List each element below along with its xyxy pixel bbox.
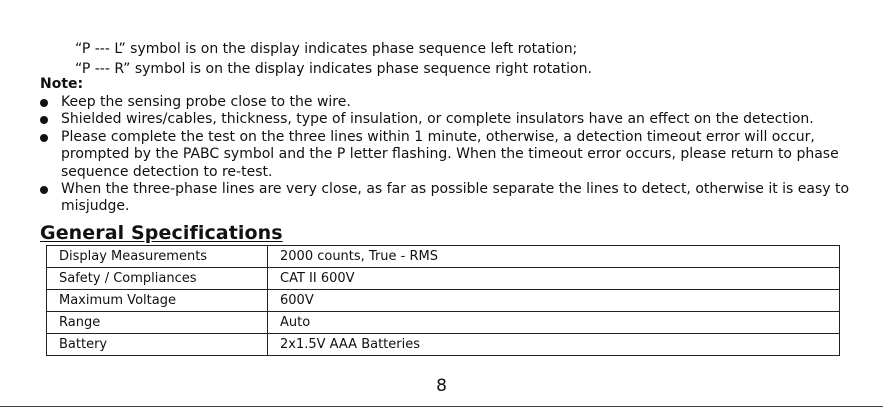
list-item [40, 94, 860, 111]
spec-value: 2x1.5V AAA Batteries [268, 334, 840, 356]
spec-label: Safety / Compliances [47, 268, 268, 290]
bullet-icon [40, 186, 48, 194]
bullet-icon [40, 134, 48, 142]
spec-label: Display Measurements [47, 246, 268, 268]
note-text: Please complete the test on the three lines within 1 minute, otherwise, a detection timeout error will occur, prompted by the PABC symbol and the P letter flashing. When the timeout error occurs, please return to phase sequence detection to re-test. [61, 128, 839, 180]
spec-label: Range [47, 312, 268, 334]
page-divider [0, 406, 883, 407]
spec-value: CAT II 600V [268, 268, 840, 290]
table-row [47, 334, 840, 356]
bullet-icon [40, 99, 48, 107]
spec-label: Maximum Voltage [47, 290, 268, 312]
note-list [40, 94, 860, 216]
specifications-table [46, 245, 840, 356]
note-text: Shielded wires/cables, thickness, type of insulation, or complete insulators have an effect on the detection. [61, 111, 814, 128]
note-text: When the three-phase lines are very close, as far as possible separate the lines to detect, otherwise it is easy to misjudge. [61, 181, 850, 215]
table-row [47, 312, 840, 334]
list-item [40, 129, 860, 181]
table-row [47, 268, 840, 290]
list-item [40, 111, 860, 128]
spec-value: 2000 counts, True - RMS [268, 246, 840, 268]
table-row [47, 290, 840, 312]
bullet-icon [40, 116, 48, 124]
spec-label: Battery [47, 334, 268, 356]
note-heading: Note: [40, 76, 84, 92]
section-title: General Specifications [40, 222, 283, 244]
table-row [47, 246, 840, 268]
phase-indicator-text [75, 39, 592, 79]
left-rotation-line: “P --- L” symbol is on the display indicates phase sequence left rotation; [75, 41, 578, 57]
page-number: 8 [436, 376, 447, 396]
right-rotation-line: “P --- R” symbol is on the display indicates phase sequence right rotation. [75, 61, 592, 77]
spec-value: Auto [268, 312, 840, 334]
spec-value: 600V [268, 290, 840, 312]
note-text: Keep the sensing probe close to the wire. [61, 94, 351, 110]
list-item [40, 181, 860, 216]
